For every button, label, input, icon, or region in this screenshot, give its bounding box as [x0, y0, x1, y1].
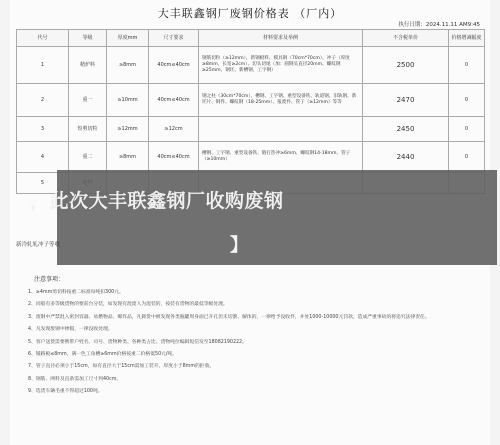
notes-list	[28, 287, 488, 399]
cell-code: 4	[17, 142, 69, 173]
cell-grade: 重一	[69, 84, 107, 117]
cell-thickness: ≥8mm	[107, 47, 149, 84]
cell-code: 1	[17, 47, 69, 84]
col-header-material: 材料要求及举例	[199, 30, 363, 47]
cell-thickness: ≥8mm	[107, 142, 149, 173]
cell-price: 2440	[363, 142, 449, 173]
list-item: 3、废钢中严禁混入密封容器、易燃物品、爆炸品，凡卸货中被发现各类瓶罐周身面已开孔但未切割、解体的，一律给予没收件，并处1000-10000元罚款，造成严重事故的将追究法律责任。	[28, 314, 430, 320]
list-item: 7、管子直径必须小于15cm，如有直径大于15cm需加工装开，厚度小于8mm的拒收。	[28, 364, 215, 370]
cell-size: 40cm≤40cm	[149, 47, 199, 84]
section-title: 新冷轧轧冲子等收	[16, 242, 61, 248]
list-item: 1、≥4mm剪切料按重二标准每吨扣300元。	[28, 290, 124, 295]
cell-change: 0	[449, 84, 485, 117]
cell-size: ≥12cm	[149, 117, 199, 142]
cell-change: 0	[449, 47, 485, 84]
overlay-headline: ，此次大丰联鑫钢厂收购废钢	[30, 190, 284, 212]
overlay-bracket: 】	[230, 235, 248, 256]
list-item: 8、钢筋、网料及直条需加工尺寸到40cm。	[28, 376, 122, 382]
col-header-code: 代号	[17, 30, 69, 47]
list-item: 5、客户送货需要携带户姓名、司号、货物种类、各种类占比、货物吨位编辑短信发至18082190222。	[28, 339, 247, 345]
list-item: 4、凡发现废钢中掺假，一律没收处理。	[28, 327, 113, 333]
cell-thickness: ≥10mm	[107, 84, 149, 117]
cell-price: 2500	[363, 47, 449, 84]
cell-material: 钢筋切粒（≥12mm）、新钢板料、模具钢（70cm*70cm）、冲子（厚度≥8mm，长宽≥2cm）、切头切尾（加：圆钢头直径20mm、螺纹钢≥25mm、钢坯、新槽钢、工字钢）	[199, 47, 363, 84]
exec-date: 执行日期：2024.11.11 AM9:45	[398, 22, 480, 28]
list-item: 9、选货车辆毛重不得超过100吨。	[28, 389, 103, 395]
col-header-price: 不含税单价	[363, 30, 449, 47]
col-header-size: 尺寸要求	[149, 30, 199, 47]
cell-grade: 重二	[69, 142, 107, 173]
col-header-grade: 等级	[69, 30, 107, 47]
cell-code: 2	[17, 84, 69, 117]
cell-grade: 短剪切粒	[69, 117, 107, 142]
table-header-row	[17, 30, 485, 47]
table-row	[17, 84, 485, 117]
cell-grade: 精炉料	[69, 47, 107, 84]
cell-price: 2470	[363, 84, 449, 117]
cell-change: 0	[449, 117, 485, 142]
cell-change: 0	[449, 142, 485, 173]
table-row	[17, 117, 485, 142]
table-row	[17, 47, 485, 84]
cell-size: 40cm≤40cm	[149, 142, 199, 173]
cell-thickness: ≥12mm	[107, 117, 149, 142]
col-header-thickness: 厚度mm	[107, 30, 149, 47]
cell-size: 40cm≤40cm	[149, 84, 199, 117]
cell-price: 2450	[363, 117, 449, 142]
list-item: 6、铺路板≤8mm，满一色工角槽≥6mm价格按重二价格低50元/吨。	[28, 351, 178, 357]
col-header-change: 价格增减幅度	[449, 30, 485, 47]
table-row	[17, 142, 485, 173]
cell-material	[199, 117, 363, 142]
document-title: 大丰联鑫钢厂废钢价格表 （厂内）	[157, 7, 343, 20]
caption-overlay	[57, 170, 497, 265]
cell-code: 5	[17, 173, 69, 194]
cell-material: 钢之柱（30cm*70cm）、槽钢、工字钢、重型设备铁、轨道钢、旧轨钢、新坯片、钢件、螺纹钢（18-25mm）、报废件、管子（≥12mm）等等	[199, 84, 363, 117]
list-item: 2、同船有多等级货物的要前台分装，如发现有混废人为混装的，按装有货物的最低等级处理。	[28, 302, 228, 308]
cell-material: 槽钢、工字钢、重型设备铁、锻打热冲≥6mm、螺纹钢14-18mm、管子（≥10mm）	[199, 142, 363, 173]
notes-title: 注意事项：	[34, 276, 65, 283]
cell-code: 3	[17, 117, 69, 142]
